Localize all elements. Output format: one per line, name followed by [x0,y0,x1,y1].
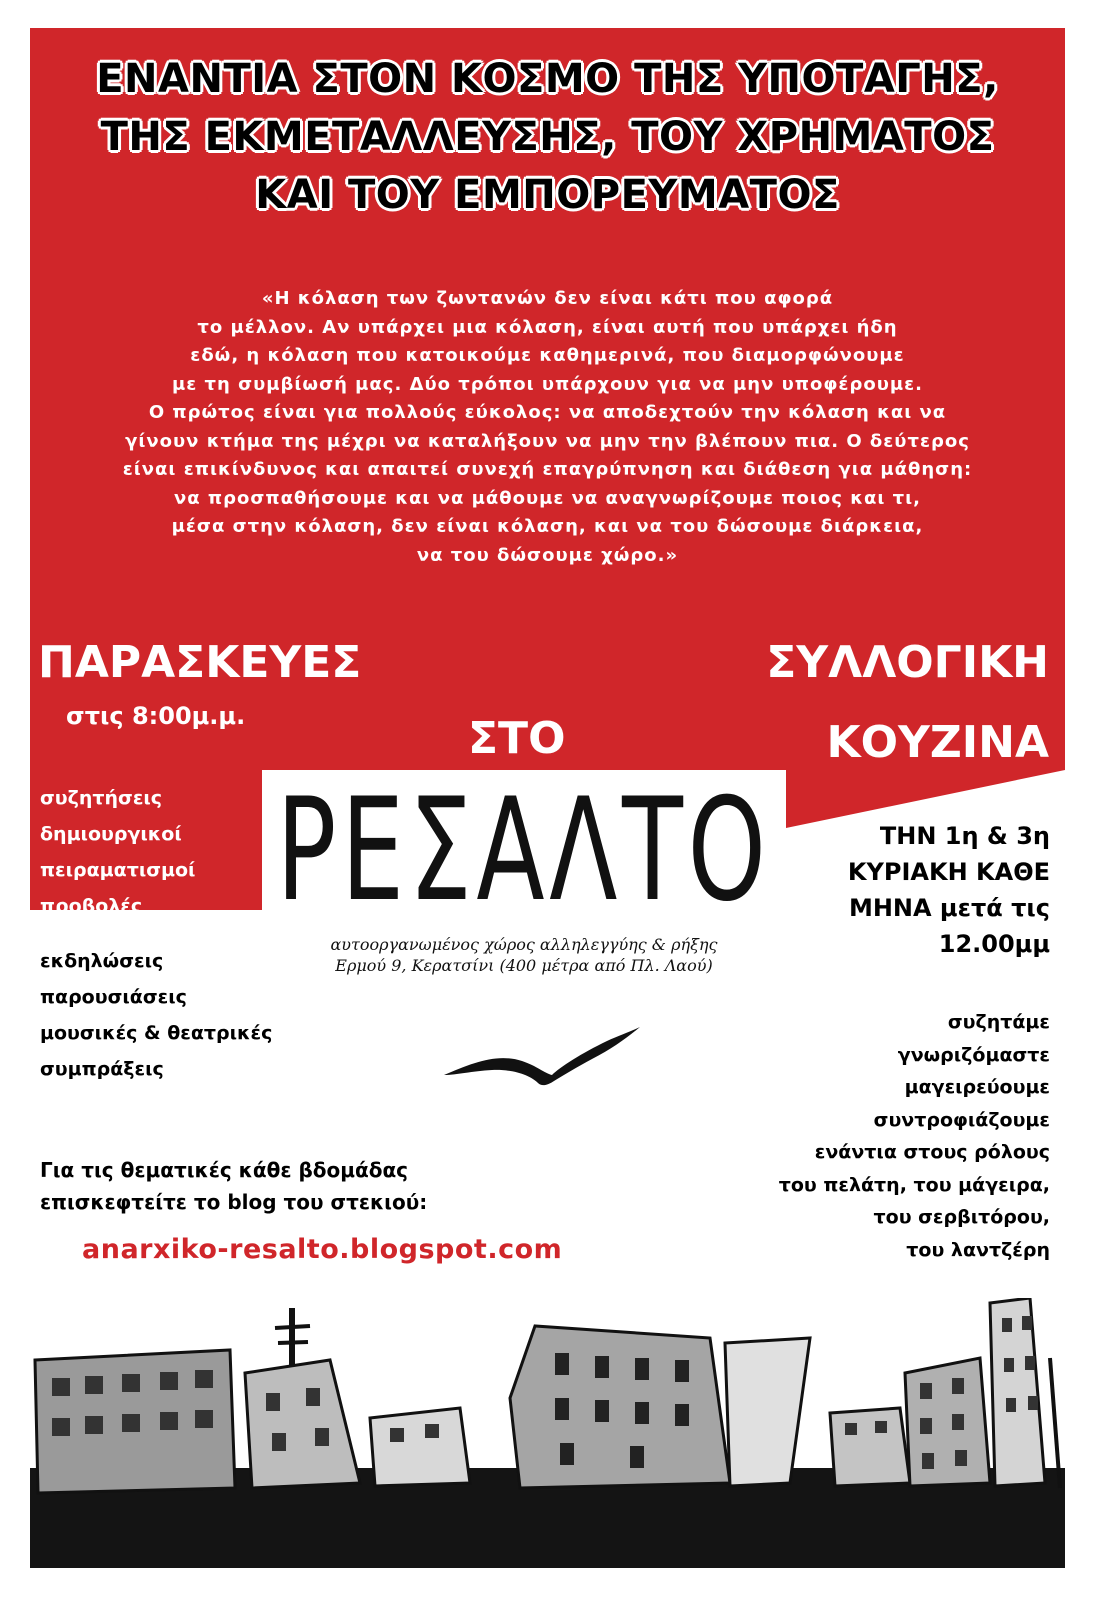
kitchen-activities-list [779,1006,1050,1266]
list-item: του πελάτη, του μάγειρα, [778,1173,1050,1196]
list-item: συντροφιάζουμε [873,1108,1050,1131]
title-line-3: ΚΑΙ ΤΟΥ ΕΜΠΟΡΕΥΜΑΤΟΣ [255,172,840,218]
quote-line: γίνουν κτήμα της μέχρι να καταλήξουν να μην την βλέπουν πια. Ο δεύτερος [125,430,970,452]
quote-line: «Η κόλαση των ζωντανών δεν είναι κάτι που αφορά [261,288,834,309]
kitchen-heading-1: ΣΥΛΛΟΓΙΚΗ [766,637,1049,688]
list-item: του λαντζέρη [906,1238,1050,1261]
list-item: ενάντια στους ρόλους [814,1141,1050,1163]
quote-line: μέσα στην κόλαση, δεν είναι κόλαση, και να του δώσουμε διάρκεια, [171,516,924,537]
list-item: του σερβιτόρου, [873,1206,1050,1228]
city-skyline-illustration [30,1298,1065,1568]
kitchen-heading-2: ΚΟΥΖΙΝΑ [826,717,1049,768]
list-item: συζητήσεις [40,787,163,809]
logo-subtitle: αυτοοργανωμένος χώρος αλληλεγγύης & ρήξης [330,935,718,954]
quote-line: εδώ, η κόλαση που κατοικούμε καθημερινά, που διαμορφώνουμε [190,345,905,366]
fridays-heading: ΠΑΡΑΣΚΕΥΕΣ [38,637,362,688]
blog-url-link[interactable]: anarxiko-resalto.blogspot.com [82,1234,563,1265]
title-line-2: ΤΗΣ ΕΚΜΕΤΑΛΛΕΥΣΗΣ, ΤΟΥ ΧΡΗΜΑΤΟΣ [100,114,995,160]
list-item: παρουσιάσεις [40,986,187,1008]
list-item: προβολές [40,895,143,917]
bird-icon [442,1023,642,1093]
quote-line: Ο πρώτος είναι για πολλούς εύκολος: να αποδεχτούν την κόλαση και να [148,402,947,423]
list-item: μουσικές & θεατρικές [40,1022,273,1044]
schedule-line: ΤΗΝ 1η & 3η [879,822,1050,850]
schedule-line: ΚΥΡΙΑΚΗ ΚΑΘΕ [847,858,1050,886]
title-line-1: ΕΝΑΝΤΙΑ ΣΤΟΝ ΚΟΣΜΟ ΤΗΣ ΥΠΟΤΑΓΗΣ, [96,56,999,102]
quote-line: με τη συμβίωσή μας. Δύο τρόποι υπάρχουν για να μην υποφέρουμε. [172,373,923,395]
resalto-logo [262,770,786,982]
quote-line: είναι επικίνδυνος και απαιτεί συνεχή επαγρύπνηση και διάθεση για μάθηση: [122,459,973,480]
blog-info [40,1154,427,1218]
quote-block [50,285,1045,570]
list-item: συμπράξεις [40,1058,164,1080]
kitchen-schedule [848,818,1050,962]
quote-line: να του δώσουμε χώρο.» [416,544,679,566]
quote-line: να προσπαθήσουμε και να μάθουμε να αναγνωρίζουμε ποιος και τι, [174,487,921,509]
poster-title [30,50,1065,224]
blog-line-2: επισκεφτείτε το blog του στεκιού: [40,1190,428,1214]
logo-address: Ερμού 9, Κερατσίνι (400 μέτρα από Πλ. Λαού) [335,956,713,975]
fridays-time: στις 8:00μ.μ. [66,702,246,730]
list-item: γνωριζόμαστε [897,1043,1050,1066]
blog-line-1: Για τις θεματικές κάθε βδομάδας [40,1158,409,1182]
list-item: μαγειρεύουμε [904,1076,1050,1098]
friday-activities-list [40,780,195,924]
logo-wordmark: ΡΕΣΑΛΤΟ [276,768,771,933]
schedule-line: ΜΗΝΑ μετά τις [848,894,1050,922]
event-types-list [40,943,272,1087]
list-item: δημιουργικοί [40,823,182,845]
list-item: συζητάμε [947,1011,1050,1033]
schedule-line: 12.00μμ [938,930,1050,958]
quote-line: το μέλλον. Αν υπάρχει μια κόλαση, είναι αυτή που υπάρχει ήδη [197,316,898,338]
list-item: εκδηλώσεις [40,950,164,972]
sto-label: ΣΤΟ [468,713,566,764]
list-item: πειραματισμοί [40,859,196,881]
poster [30,28,1065,1568]
